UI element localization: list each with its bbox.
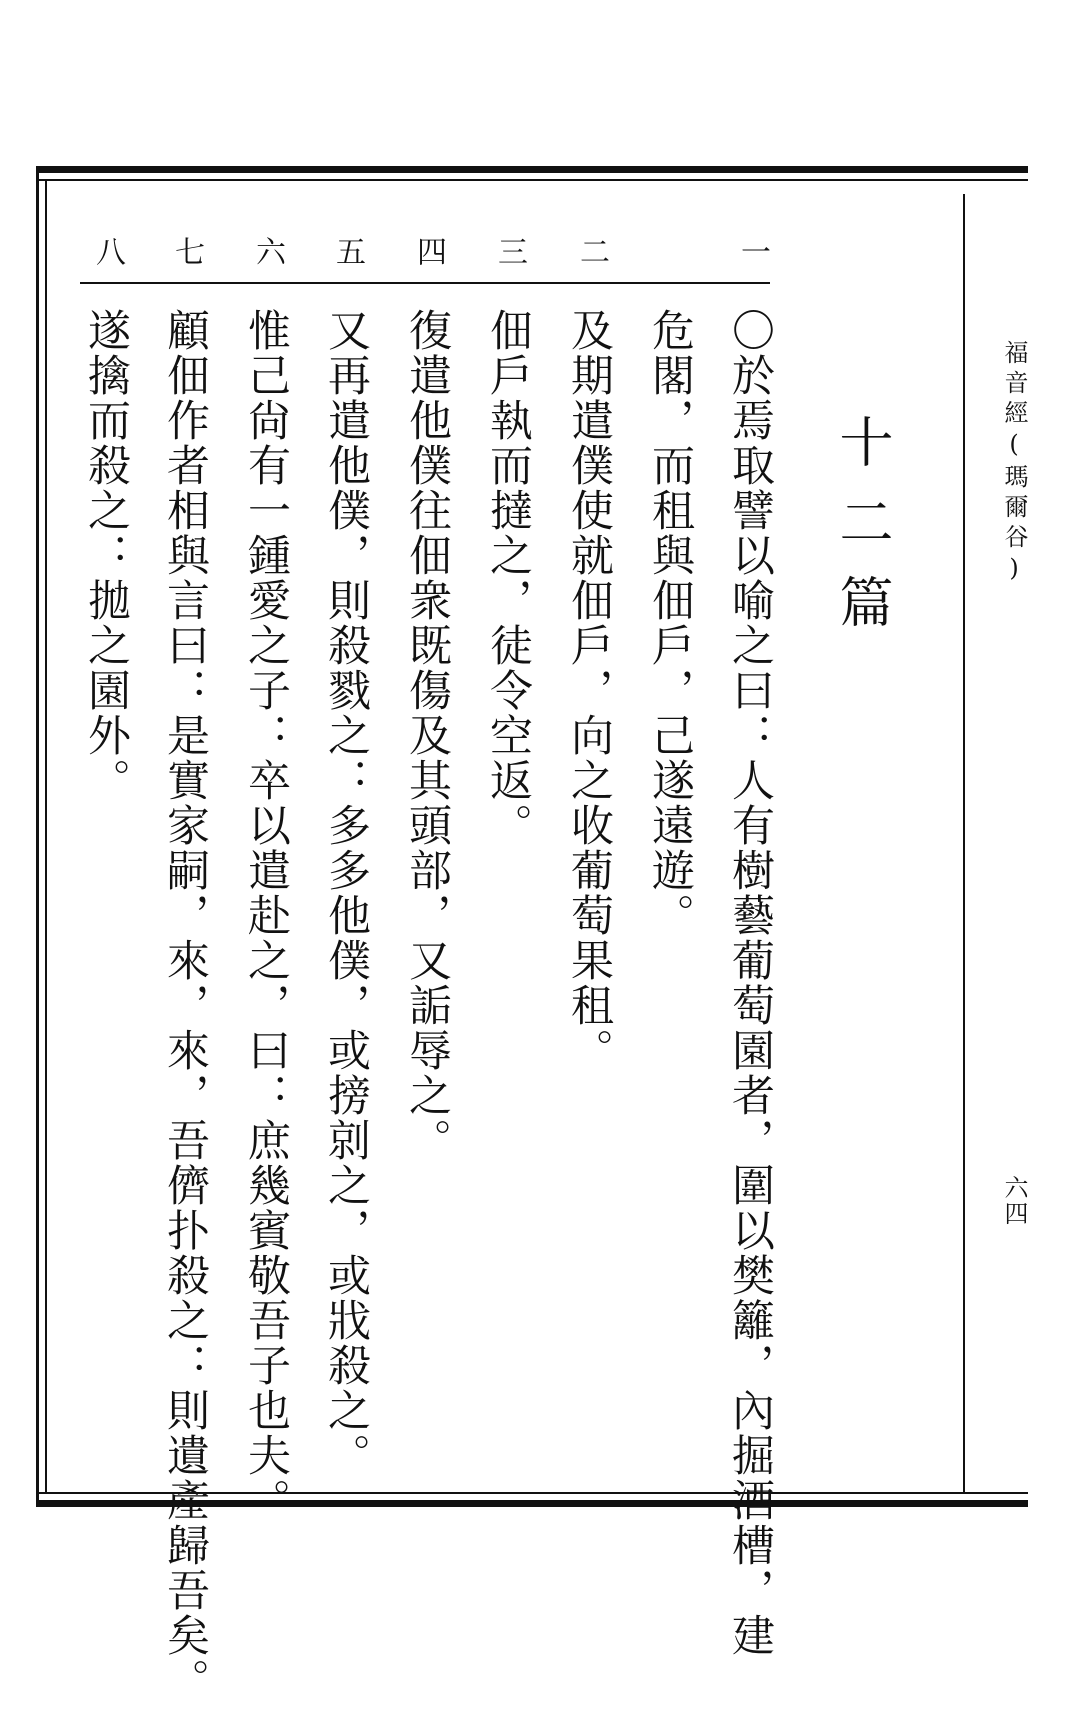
verse-5-text: 又再遣他僕，則殺戮之：多多他僕，或搒剠之，或戕殺之。 (321, 308, 371, 1478)
frame-top-thick-rule (36, 166, 1028, 173)
page-number: 六四 (1000, 1175, 1028, 1227)
verse-number-divider (80, 282, 770, 284)
frame-top-thin-rule (36, 179, 1028, 181)
verse-number-6: 六 (250, 236, 285, 266)
verse-number-5: 五 (330, 236, 365, 266)
verse-number-3: 三 (492, 236, 527, 266)
frame-left-inner-rule (45, 179, 47, 1494)
frame-right-rule (963, 194, 965, 1494)
book-title: 福音經(瑪爾谷) (1000, 340, 1028, 588)
verse-6-text: 惟己尙有一鍾愛之子：卒以遣赴之，曰：庶幾賓敬吾子也夫。 (241, 308, 291, 1523)
verse-number-4: 四 (411, 236, 446, 266)
verse-number-1: 一 (735, 236, 770, 266)
verse-number-2: 二 (574, 236, 609, 266)
verse-4-text: 復遣他僕往佃衆既傷及其頭部，又詬辱之。 (402, 308, 452, 1163)
verse-7-text: 顧佃作者相與言曰：是實家嗣，來，來，吾儕扑殺之：則遺產歸吾矣。 (160, 308, 210, 1703)
verse-1-continuation: 危閣，而租與佃戶，己遂遠遊。 (645, 308, 695, 938)
verse-1-text: 〇於焉取譬以喻之曰：人有樹藝葡萄園者，圍以樊籬，內掘酒槽，建 (725, 308, 775, 1658)
frame-left-outer-rule (36, 166, 39, 1507)
verse-number-8: 八 (90, 236, 125, 266)
verse-8-text: 遂擒而殺之：拋之園外。 (81, 308, 131, 803)
verse-3-text: 佃戶執而撻之，徒令空返。 (483, 308, 533, 848)
chapter-title: 十二篇 (831, 414, 894, 654)
verse-number-7: 七 (169, 236, 204, 266)
verse-2-text: 及期遣僕使就佃戶，向之收葡萄果租。 (564, 308, 614, 1073)
